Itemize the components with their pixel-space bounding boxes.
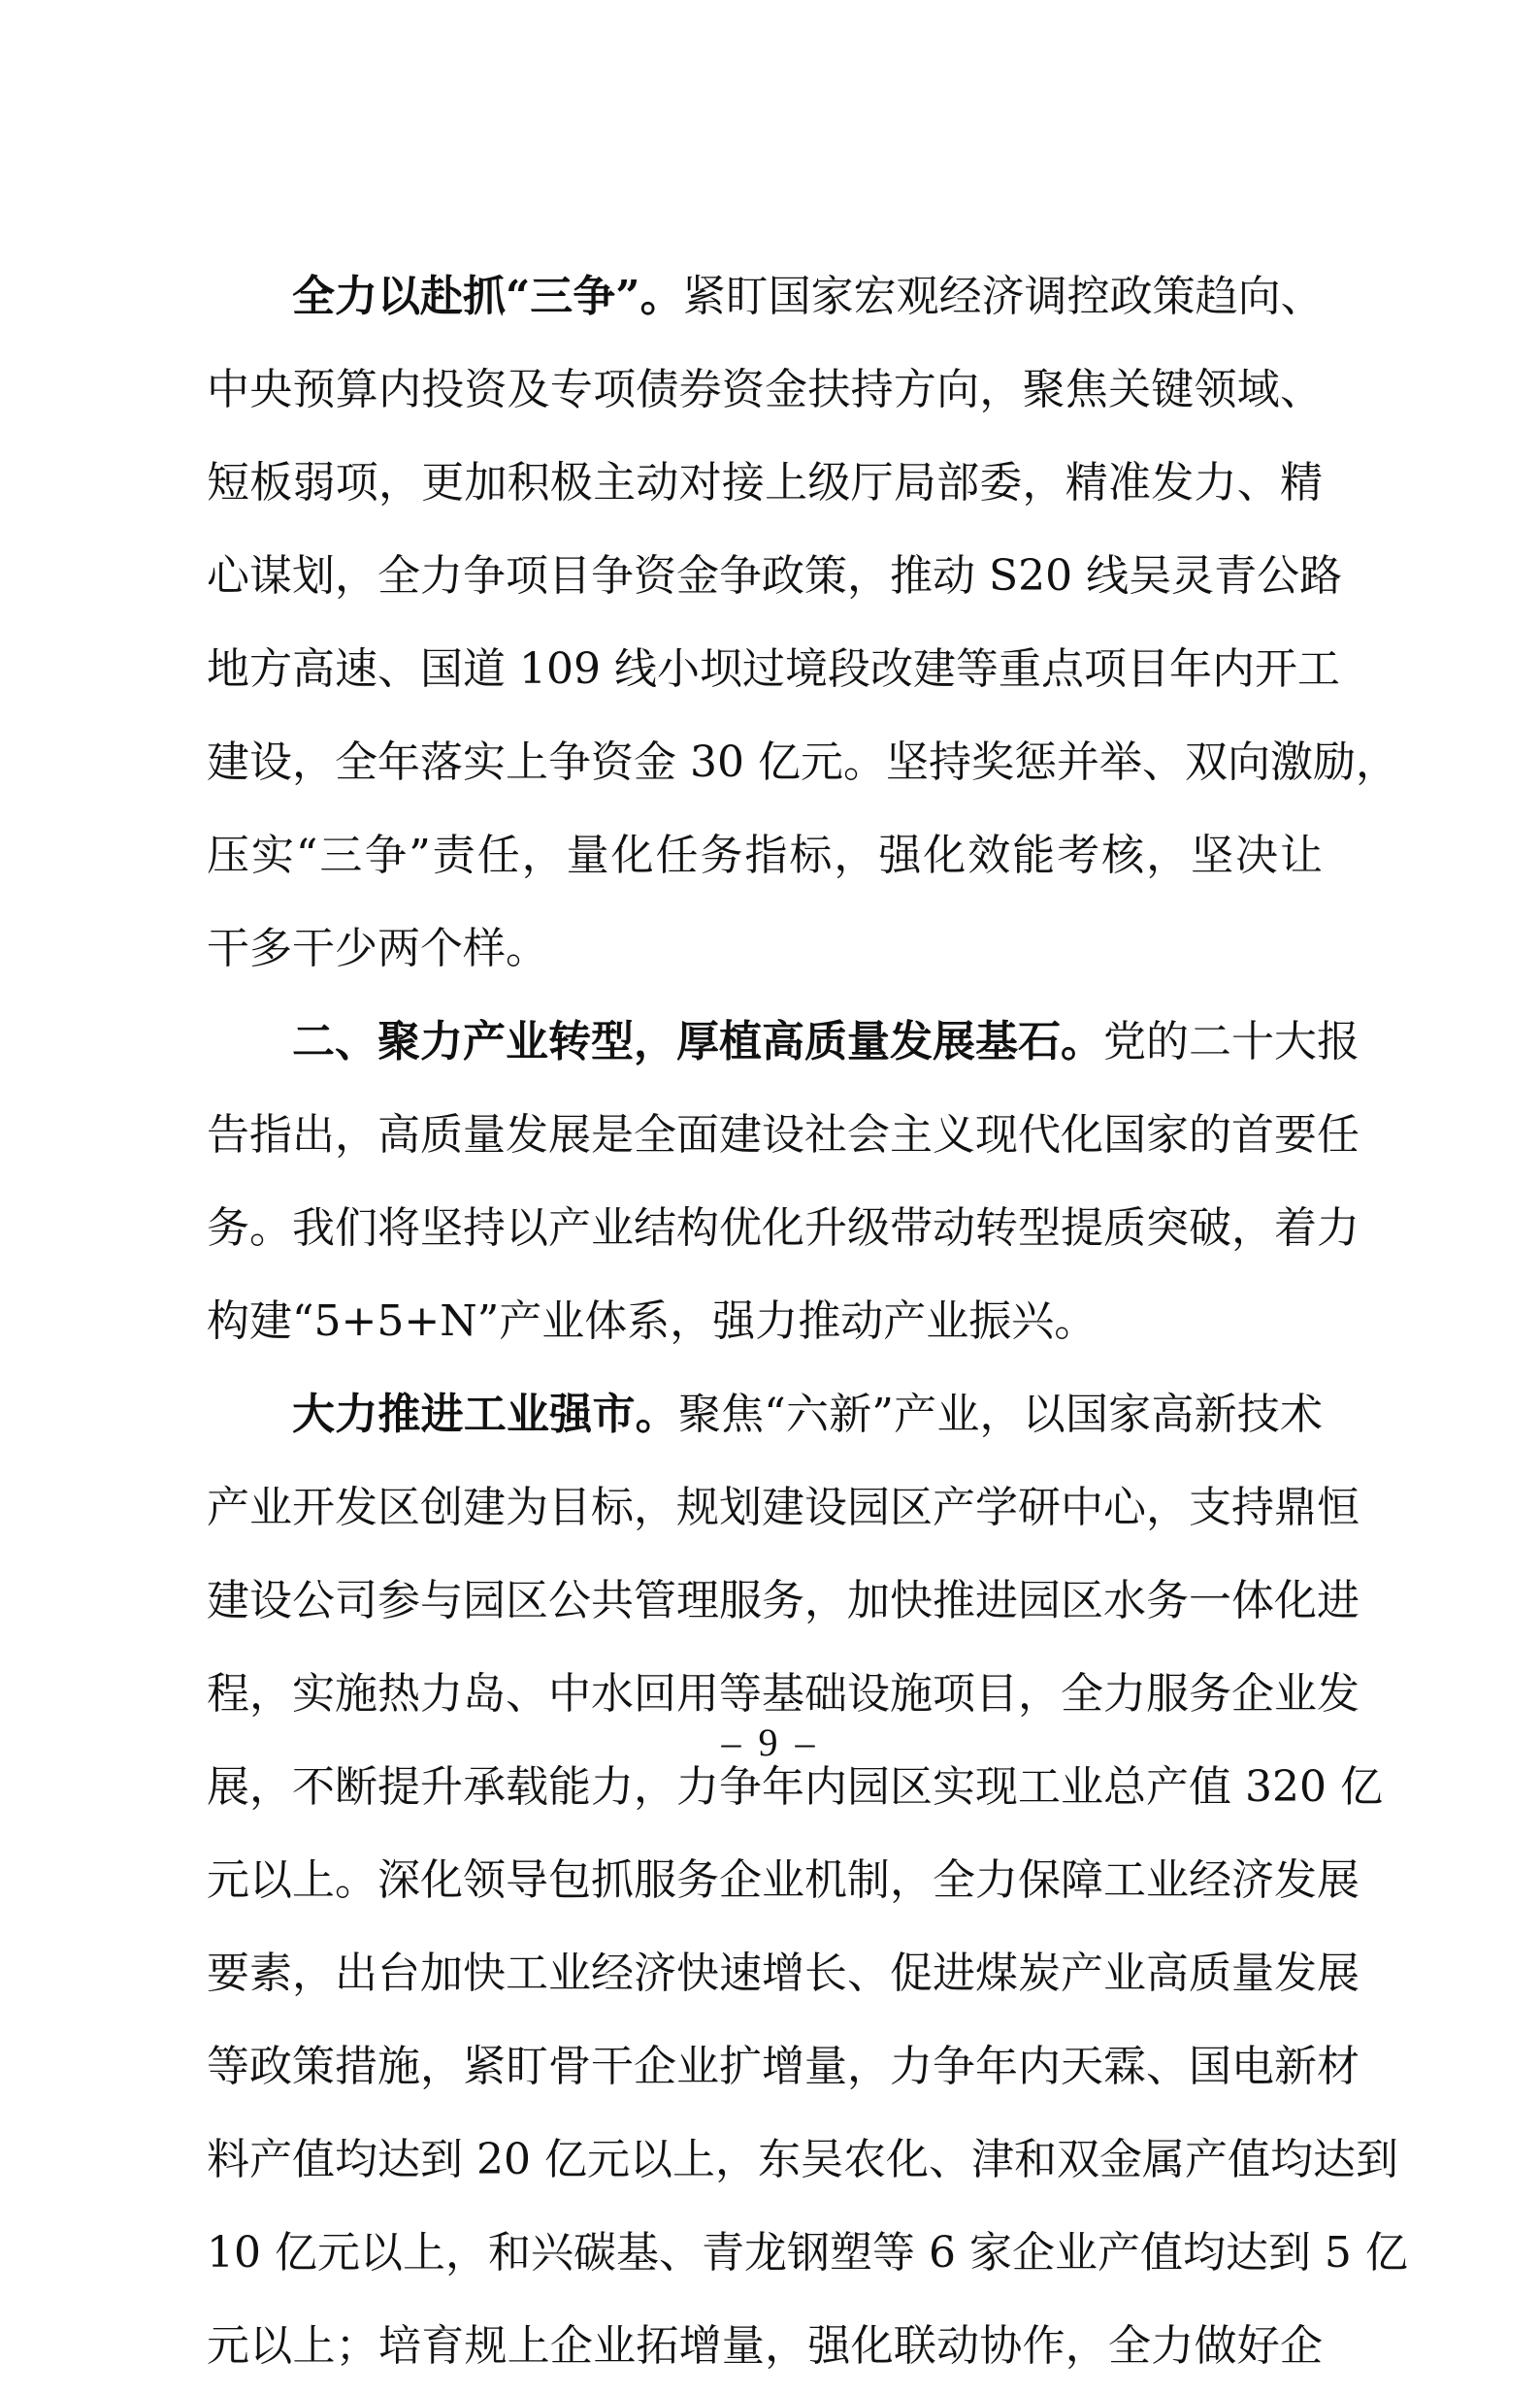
paragraph-text: 紧盯国家宏观经济调控政策趋向、 — [682, 272, 1324, 321]
paragraph-line — [207, 1368, 1323, 1461]
paragraph-line: 程，实施热力岛、中水回用等基础设施项目，全力服务企业发 — [207, 1669, 1360, 1719]
paragraph-line: 心谋划，全力争项目争资金争政策，推动 S20 线吴灵青公路 — [207, 551, 1343, 601]
paragraph-line: 干多干少两个样。 — [207, 924, 548, 973]
page-number: – 9 – — [721, 1721, 819, 1764]
paragraph-heading: 全力以赴抓“三争”。 — [292, 272, 683, 321]
paragraph-line: 告指出，高质量发展是全面建设社会主义现代化国家的首要任 — [207, 1110, 1360, 1160]
paragraph-line: 短板弱项，更加积极主动对接上级厅局部委，精准发力、精 — [207, 458, 1323, 508]
paragraph-line: 元以上；培育规上企业拓增量，强化联动协作，全力做好企 — [207, 2321, 1323, 2371]
paragraph-text: 聚焦“六新”产业，以国家高新技术 — [677, 1390, 1323, 1439]
paragraph-line: 要素，出台加快工业经济快速增长、促进煤炭产业高质量发展 — [207, 1949, 1360, 1998]
paragraph-line — [207, 250, 1323, 344]
paragraph-line: 压实“三争”责任，量化任务指标，强化效能考核，坚决让 — [207, 831, 1323, 880]
paragraph-line: 料产值均达到 20 亿元以上，东吴农化、津和双金属产值均达到 — [207, 2135, 1398, 2184]
paragraph-line: 展，不断提升承载能力，力争年内园区实现工业总产值 320 亿 — [207, 1762, 1383, 1812]
section-heading: 二、聚力产业转型，厚植高质量发展基石。 — [292, 1017, 1103, 1066]
paragraph-line: 元以上。深化领导包抓服务企业机制，全力保障工业经济发展 — [207, 1855, 1360, 1905]
body-text — [207, 250, 1408, 2393]
paragraph-line: 中央预算内投资及专项债券资金扶持方向，聚焦关键领域、 — [207, 365, 1323, 414]
paragraph-line: 产业开发区创建为目标，规划建设园区产学研中心，支持鼎恒 — [207, 1483, 1360, 1532]
paragraph-line: 务。我们将坚持以产业结构优化升级带动转型提质突破，着力 — [207, 1203, 1360, 1253]
paragraph-heading: 大力推进工业强市。 — [292, 1390, 678, 1439]
paragraph-line: 构建“5+5+N”产业体系，强力推动产业振兴。 — [207, 1296, 1098, 1346]
paragraph-line: 10 亿元以上，和兴碳基、青龙钢塑等 6 家企业产值均达到 5 亿 — [207, 2228, 1408, 2278]
paragraph-line: 建设公司参与园区公共管理服务，加快推进园区水务一体化进 — [207, 1576, 1360, 1625]
paragraph-line: 等政策措施，紧盯骨干企业扩增量，力争年内天霖、国电新材 — [207, 2042, 1360, 2091]
paragraph-line: 地方高速、国道 109 线小坝过境段改建等重点项目年内开工 — [207, 644, 1340, 694]
paragraph-line: 建设，全年落实上争资金 30 亿元。坚持奖惩并举、双向激励， — [207, 738, 1398, 787]
paragraph-line — [207, 996, 1360, 1089]
paragraph-text: 党的二十大报 — [1103, 1017, 1360, 1066]
